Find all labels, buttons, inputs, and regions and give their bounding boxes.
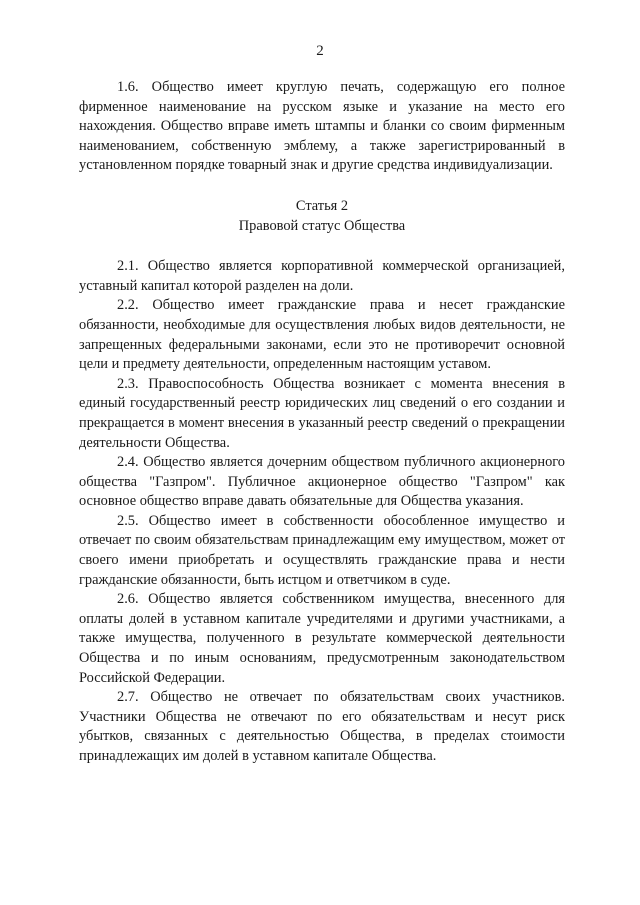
page-number: 2 (316, 43, 324, 59)
article-heading (79, 197, 565, 236)
clause-2-4: 2.4. Общество является дочерним обществом публичного акционерного общества "Газпром". Публичное акционерное общество "Газпром" как основное общество вправе давать обязательные для Общества указания. (79, 454, 565, 510)
clause-2-6: 2.6. Общество является собственником имущества, внесенного для оплаты долей в уставном капитале учредителями и другими участниками, а также имущества, полученного в результате коммерческой деятельности Общества и по иным основаниям, предусмотренным законодательством Российской Федерации. (79, 591, 565, 686)
article-number: Статья 2 (295, 197, 349, 214)
clause-2-2: 2.2. Общество имеет гражданские права и несет гражданские обязанности, необходимые для осуществления любых видов деятельности, не запрещенных федеральными законами, если это не противоречит основной цели и предмету деятельности, определенным настоящим уставом. (79, 297, 565, 373)
clause-2-5: 2.5. Общество имеет в собственности обособленное имущество и отвечает по своим обязательствам принадлежащим ему имуществом, может от своего имени приобретать и осуществлять гражданские права и нести гражданские обязанности, быть истцом и ответчиком в суде. (79, 512, 565, 588)
document-body (79, 78, 565, 767)
clause-2-1: 2.1. Общество является корпоративной коммерческой организацией, уставный капитал которой разделен на доли. (79, 258, 565, 294)
clause-2-3: 2.3. Правоспособность Общества возникает с момента внесения в единый государственный реестр юридических лиц сведений о его создании и прекращается в момент внесения в указанный реестр сведений о прекращении деятельности Общества. (79, 375, 565, 451)
clause-2-7: 2.7. Общество не отвечает по обязательствам своих участников. Участники Общества не отвечают по его обязательствам и несут риск убытков, связанных с деятельностью Общества, в пределах стоимости принадлежащих им долей в уставном капитале Общества. (79, 689, 565, 764)
clause-1-6: 1.6. Общество имеет круглую печать, содержащую его полное фирменное наименование на русском языке и указание на место его нахождения. Общество вправе иметь штампы и бланки со своим фирменным наименованием, собственную эмблему, а также зарегистрированный в установленном порядке товарный знак и другие средства индивидуализации. (79, 79, 565, 174)
article-title: Правовой статус Общества (238, 217, 406, 234)
